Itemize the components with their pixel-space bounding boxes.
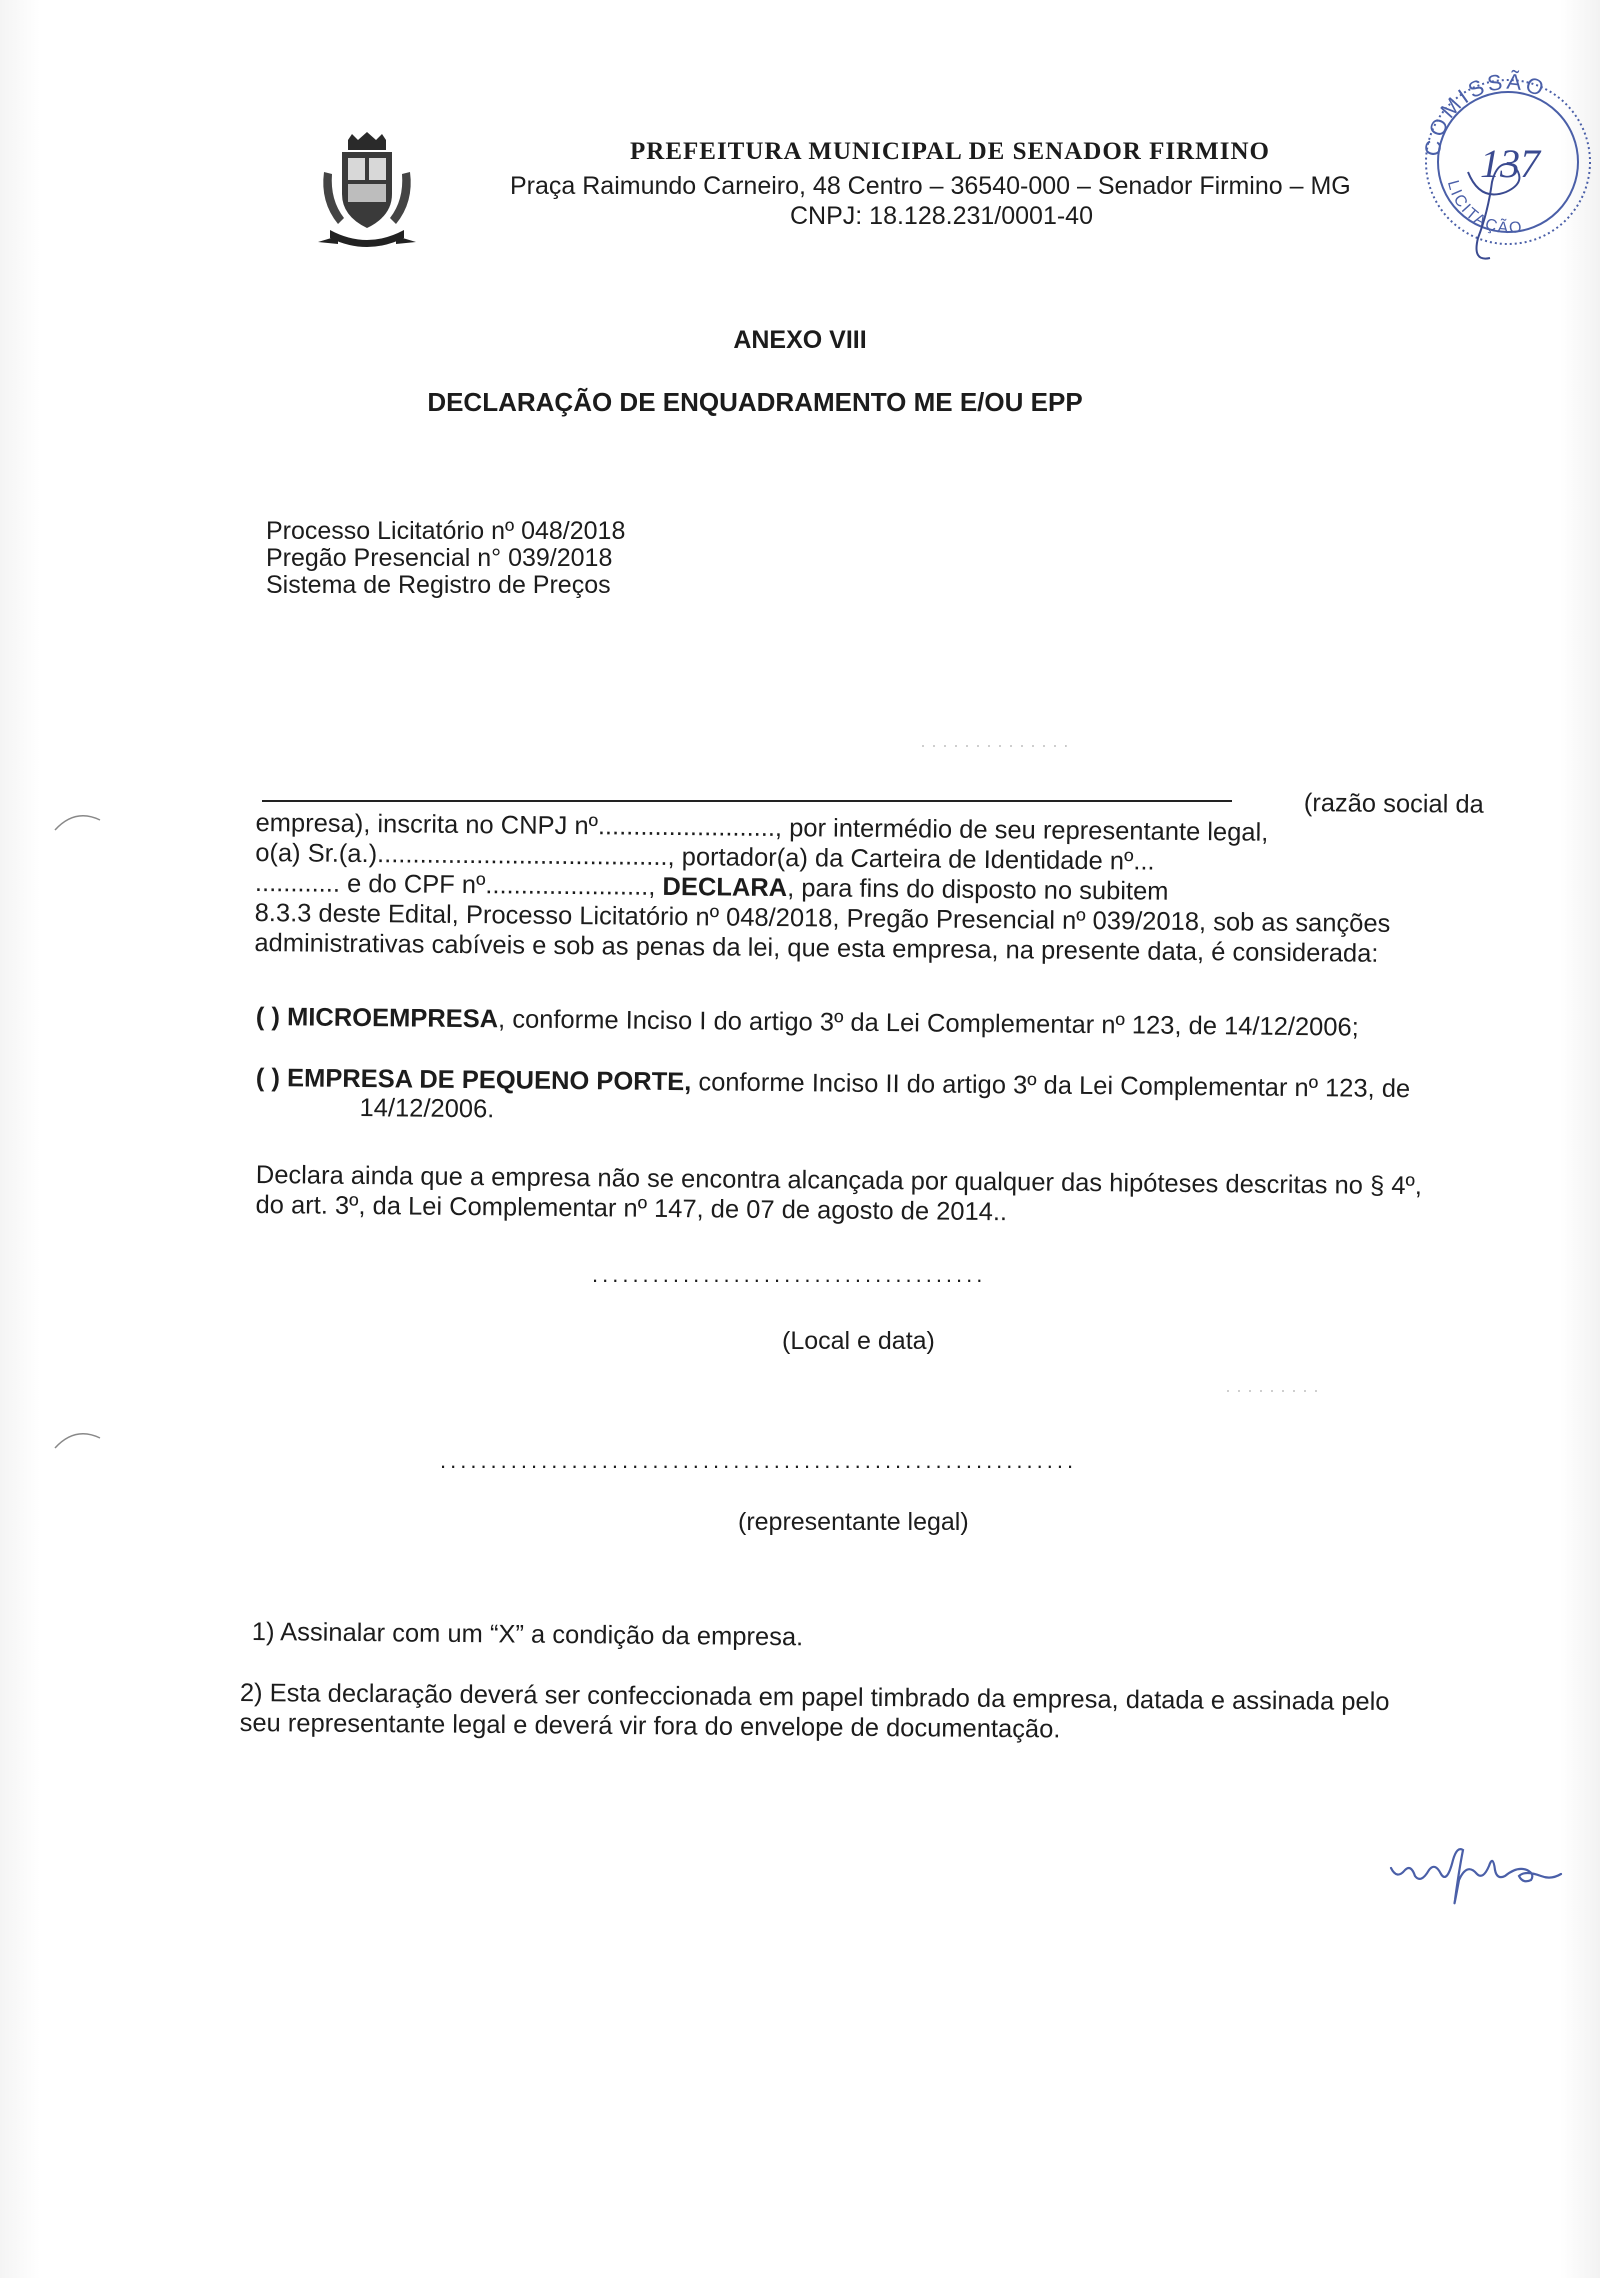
punch-hole-mark-icon <box>50 800 110 840</box>
body-line-cnpj: empresa), inscrita no CNPJ nº........................., por intermédio de seu representante legal, <box>255 808 1269 847</box>
header-title: PREFEITURA MUNICIPAL DE SENADOR FIRMINO <box>630 138 1270 165</box>
stamp-page-number: 137 <box>1480 141 1540 186</box>
microempresa-checkbox[interactable]: ( ) <box>255 1003 281 1032</box>
local-date-dotted-line: ....................................... <box>592 1262 987 1287</box>
additional-line-1: Declara ainda que a empresa não se encontra alcançada por qualquer das hipóteses descritas no § 4º, <box>255 1161 1423 1201</box>
additional-declaration <box>255 1160 1422 1231</box>
epp-label: EMPRESA DE PEQUENO PORTE, <box>286 1064 692 1097</box>
declaration-title: DECLARAÇÃO DE ENQUADRAMENTO ME E/OU EPP <box>427 387 1083 417</box>
local-date-caption: (Local e data) <box>782 1327 935 1355</box>
epp-continuation: 14/12/2006. <box>359 1093 495 1124</box>
declaration-body <box>254 778 1484 970</box>
razao-social-label: (razão social da <box>1303 789 1484 819</box>
note-2 <box>240 1678 1480 1748</box>
commission-stamp-icon <box>1418 62 1600 282</box>
representative-caption: (representante legal) <box>738 1508 969 1536</box>
body-line-representative: o(a) Sr.(a.)........................................., portador(a) da Carteira de Identidade nº... <box>255 838 1155 876</box>
body-line-edital: 8.3.3 deste Edital, Processo Licitatório nº 048/2018, Pregão Presencial nº 039/2018, sob as sanções <box>254 898 1391 938</box>
bleed-through-text: · · · · · · · · · · · · · · <box>920 735 1069 755</box>
epp-checkbox[interactable]: ( ) <box>255 1064 281 1093</box>
microempresa-text: , conforme Inciso I do artigo 3º da Lei Complementar nº 123, de 14/12/2006; <box>498 1005 1359 1042</box>
auction-reference: Pregão Presencial n° 039/2018 <box>266 544 613 572</box>
microempresa-label: MICROEMPRESA <box>286 1003 499 1034</box>
note-1: 1) Assinalar com um “X” a condição da empresa. <box>251 1618 804 1652</box>
note-2-line-1: 2) Esta declaração deverá ser confeccionada em papel timbrado da empresa, datada e assinada pelo <box>239 1679 1390 1717</box>
body-line-cpf-end: , para fins do disposto no subitem <box>787 874 1169 906</box>
punch-hole-mark-icon <box>50 1420 110 1460</box>
process-reference: Processo Licitatório nº 048/2018 <box>266 517 626 545</box>
note-2-line-2: seu representante legal e deverá vir fora do envelope de documentação. <box>239 1708 1061 1744</box>
body-line-considered: administrativas cabíveis e sob as penas da lei, que esta empresa, na presente data, é considerada: <box>254 928 1379 968</box>
registry-reference: Sistema de Registro de Preços <box>266 571 611 599</box>
epp-text: conforme Inciso II do artigo 3º da Lei Complementar nº 123, de <box>691 1068 1411 1104</box>
additional-line-2: do art. 3º, da Lei Complementar nº 147, de 07 de agosto de 2014.. <box>255 1190 1008 1227</box>
header-address: Praça Raimundo Carneiro, 48 Centro – 36540-000 – Senador Firmino – MG <box>510 172 1351 200</box>
representative-dotted-line: ............................................................... <box>440 1448 1078 1473</box>
stamp-text-bottom: LICITAÇÃO <box>1443 178 1525 238</box>
header-cnpj: CNPJ: 18.128.231/0001-40 <box>790 202 1093 230</box>
annex-title: ANEXO VIII <box>733 326 867 354</box>
stamp-text-top: COMISSÃO <box>1419 68 1551 158</box>
bleed-through-marks: · · · · · · · · · <box>1225 1380 1319 1400</box>
municipal-crest-icon <box>318 132 416 252</box>
option-epp <box>255 1064 1410 1133</box>
declara-label: DECLARA <box>662 872 788 903</box>
handwritten-initials-icon <box>1385 1840 1565 1920</box>
body-line-cpf-start: ............ e do CPF nº......................., <box>254 868 663 901</box>
